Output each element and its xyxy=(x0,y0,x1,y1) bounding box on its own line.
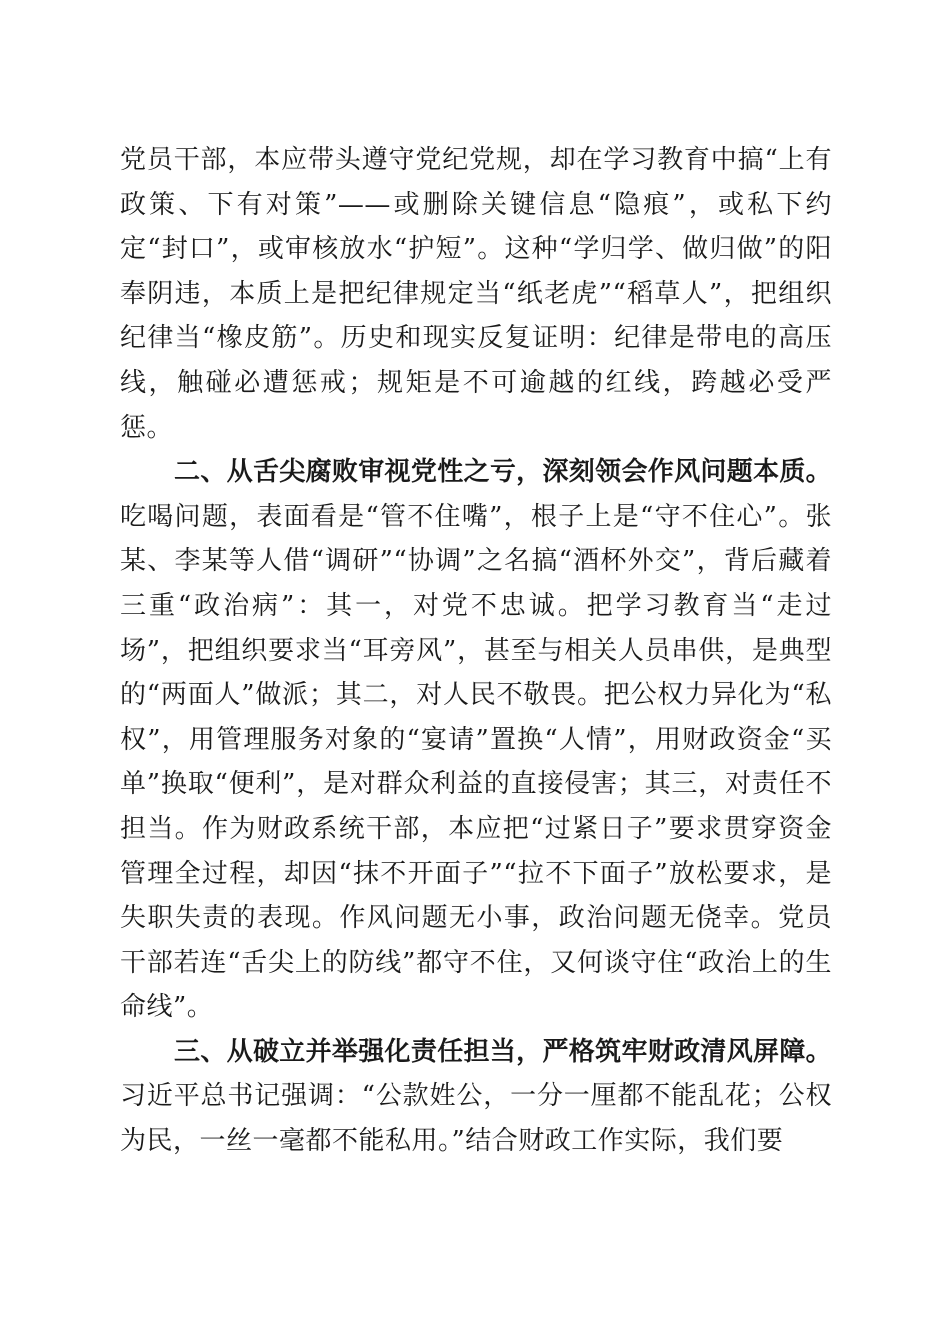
paragraph-1-text: 党员干部，本应带头遵守党纪党规，却在学习教育中搞“上有政策、下有对策”——或删除关键信息“隐痕”，或私下约定“封口”，或审核放水“护短”。这种“学归学、做归做”的阳奉阴违，本质上是把纪律规定当“纸老虎”“稻草人”，把组织纪律当“橡皮筋”。历史和现实反复证明：纪律是带电的高压线，触碰必遭惩戒；规矩是不可逾越的红线，跨越必受严惩。 xyxy=(120,145,832,443)
paragraph-1 xyxy=(120,138,832,450)
paragraph-3-text: 习近平总书记强调：“公款姓公，一分一厘都不能乱花；公权为民，一丝一毫都不能私用。”结合财政工作实际，我们要 xyxy=(120,1081,832,1157)
paragraph-2 xyxy=(120,450,832,1030)
paragraph-3 xyxy=(120,1030,832,1164)
section-heading-3: 三、从破立并举强化责任担当，严格筑牢财政清风屏障。 xyxy=(174,1036,832,1067)
paragraph-2-text: 吃喝问题，表面看是“管不住嘴”，根子上是“守不住心”。张某、李某等人借“调研”“协调”之名搞“酒杯外交”，背后藏着三重“政治病”：其一，对党不忠诚。把学习教育当“走过场”，把组织要求当“耳旁风”，甚至与相关人员串供，是典型的“两面人”做派；其二，对人民不敬畏。把公权力异化为“私权”，用管理服务对象的“宴请”置换“人情”，用财政资金“买单”换取“便利”，是对群众利益的直接侵害；其三，对责任不担当。作为财政系统干部，本应把“过紧日子”要求贯穿资金管理全过程，却因“抹不开面子”“拉不下面子”放松要求，是失职失责的表现。作风问题无小事，政治问题无侥幸。党员干部若连“舌尖上的防线”都守不住，又何谈守住“政治上的生命线”。 xyxy=(120,501,832,1023)
document-body xyxy=(120,138,832,1164)
section-heading-2: 二、从舌尖腐败审视党性之亏，深刻领会作风问题本质。 xyxy=(174,457,832,488)
